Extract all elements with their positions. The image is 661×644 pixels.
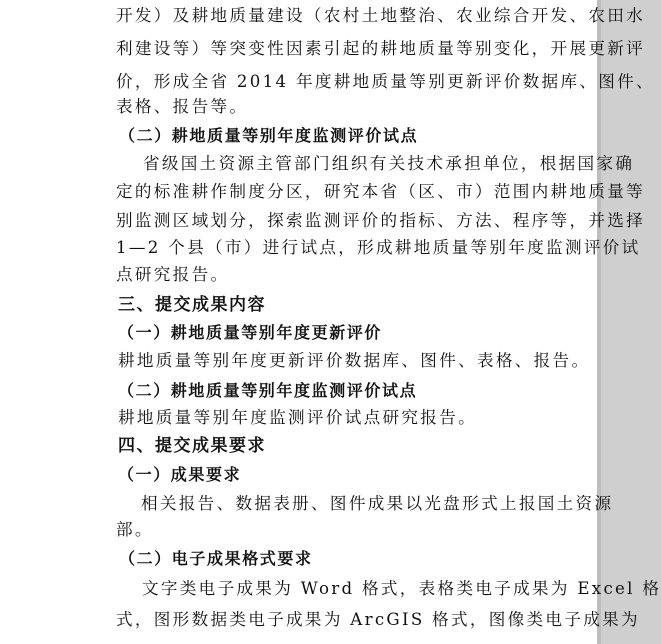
section-heading: 三、提交成果内容 [118,295,266,315]
paragraph-line: 开发）及耕地质量建设（农村土地整治、农业综合开发、农田水 [116,6,646,25]
paragraph-line: 式，图形数据类电子成果为 ArcGIS 格式，图像类电子成果为 [116,610,640,629]
section-heading: 四、提交成果要求 [118,436,266,456]
paragraph-line: 价，形成全省 2014 年度耕地质量等别更新评价数据库、图件、 [116,72,655,91]
section-subheading: （二）耕地质量等别年度监测评价试点 [119,126,419,145]
paragraph-line: 耕地质量等别年度更新评价数据库、图件、表格、报告。 [118,351,591,370]
paragraph-line: 表格、报告等。 [116,97,249,116]
section-subheading: （二）耕地质量等别年度监测评价试点 [118,381,418,400]
paragraph-line: 定的标准耕作制度分区，研究本省（区、市）范围内耕地质量等 [116,182,646,201]
paragraph-line: 点研究报告。 [116,265,230,284]
section-subheading: （一）成果要求 [118,465,242,484]
paragraph-line: 部。 [116,520,154,539]
paragraph-line: 文字类电子成果为 Word 格式，表格类电子成果为 Excel 格 [142,579,661,598]
paragraph-line: 利建设等）等突变性因素引起的耕地质量等别变化，开展更新评 [116,39,646,58]
section-subheading: （一）耕地质量等别年度更新评价 [118,323,383,342]
paragraph-line: 别监测区域划分，探索监测评价的指标、方法、程序等，并选择 [116,211,646,230]
paragraph-line: 省级国土资源主管部门组织有关技术承担单位，根据国家确 [143,154,635,173]
section-subheading: （二）电子成果格式要求 [119,549,313,568]
paragraph-line: 1—2 个县（市）进行试点，形成耕地质量等别年度监测评价试 [116,238,641,257]
paragraph-line: 相关报告、数据表册、图件成果以光盘形式上报国土资源 [141,494,614,513]
paragraph-line: 耕地质量等别年度监测评价试点研究报告。 [118,408,477,427]
